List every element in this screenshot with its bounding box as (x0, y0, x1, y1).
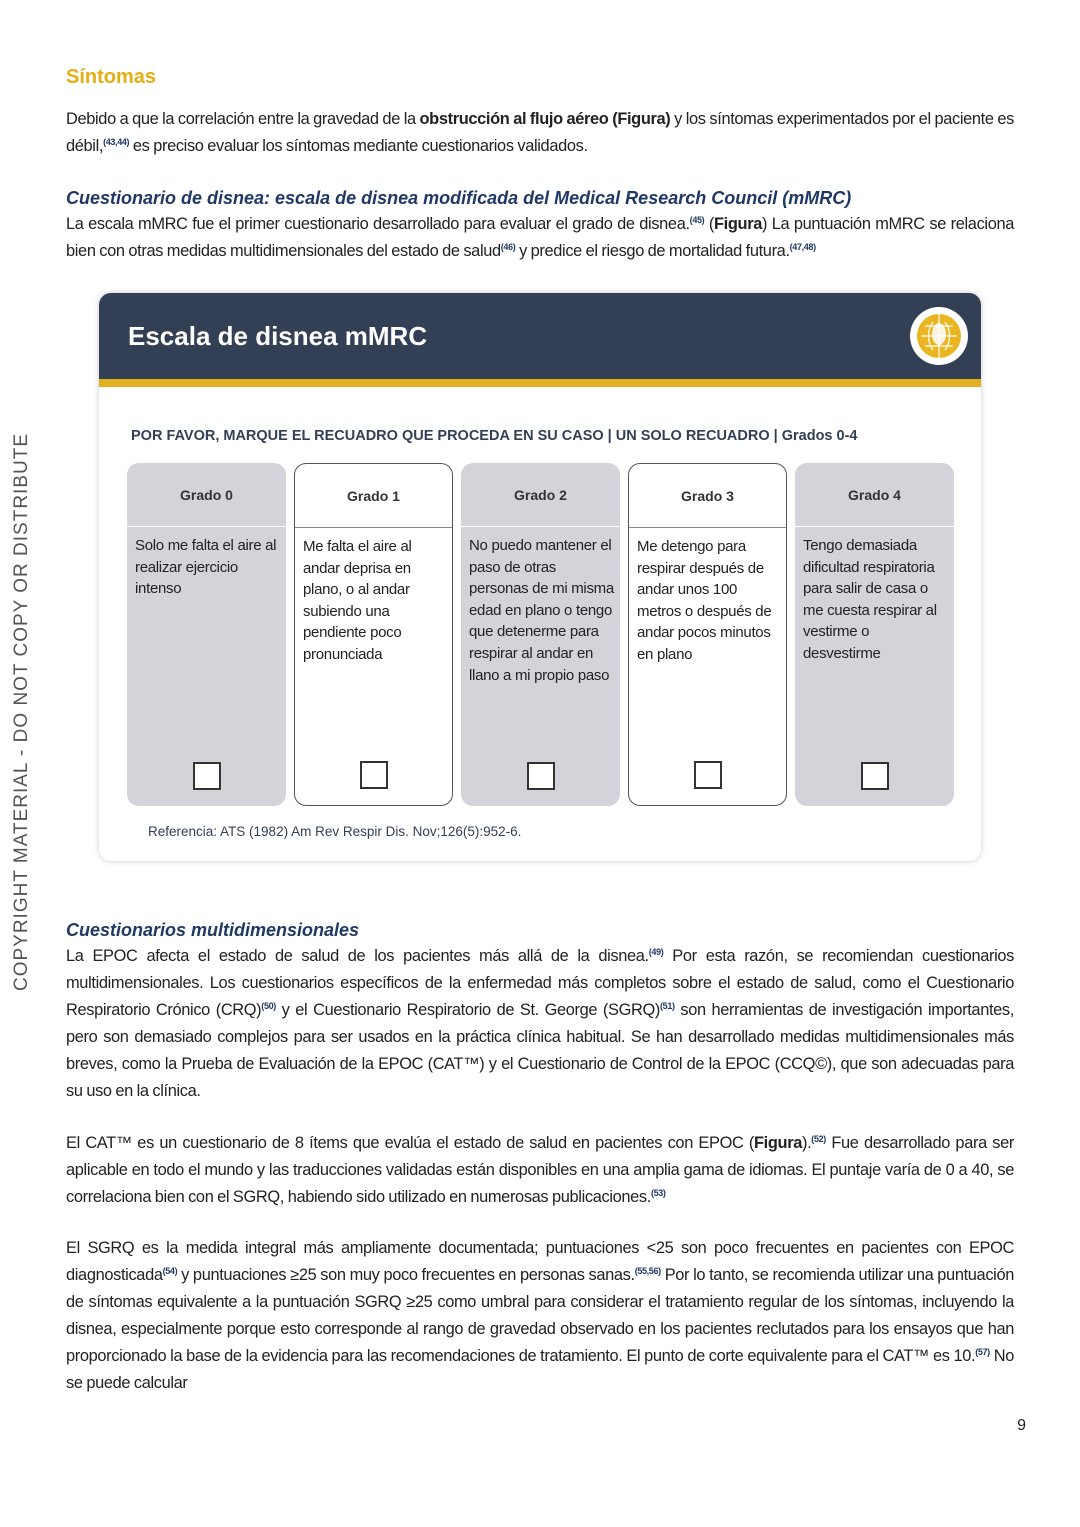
grade-description: Tengo demasiada dificultad respiratoria para salir de casa o me cuesta respirar al vestirme o desvestirme (803, 537, 937, 662)
citation: (43,44) (103, 137, 130, 147)
paragraph-intro (66, 106, 1014, 160)
grade-label: Grado 0 (127, 463, 286, 527)
bold-text: obstrucción al flujo aéreo (Figura) (419, 110, 671, 128)
citation: (46) (500, 242, 516, 252)
grade-description: Me detengo para respirar después de andar unos 100 metros o después de andar pocos minutos en plano (637, 538, 772, 663)
citation: (47,48) (789, 242, 816, 252)
grade-options (127, 463, 981, 806)
figure-instruction: POR FAVOR, MARQUE EL RECUADRO QUE PROCEDA EN SU CASO | UN SOLO RECUADRO | Grados 0-4 (131, 428, 858, 444)
grade-1-option[interactable] (294, 463, 453, 806)
citation: (53) (650, 1188, 666, 1198)
grade-3-option[interactable] (628, 463, 787, 806)
text-run: No se puede calcular (66, 1347, 1014, 1392)
mmrc-figure (99, 293, 981, 861)
text-run: y el Cuestionario Respiratorio de St. George (SGRQ) (275, 1001, 661, 1019)
copyright-watermark: COPYRIGHT MATERIAL - DO NOT COPY OR DISTRIBUTE (11, 433, 32, 992)
figure-title: Escala de disnea mMRC (128, 321, 428, 351)
grade-4-option[interactable] (795, 463, 954, 806)
section-title: Síntomas (66, 66, 157, 88)
grade-3-checkbox[interactable] (694, 761, 722, 789)
citation: (57) (975, 1347, 990, 1357)
text-run: y predice el riesgo de mortalidad futura. (515, 242, 790, 260)
citation: (51) (660, 1001, 675, 1011)
text-run: La EPOC afecta el estado de salud de los pacientes más allá de la disnea. (66, 947, 649, 965)
text-run: Por lo tanto, se recomienda utilizar una puntuación de síntomas equivalente a la puntuación SGRQ ≥25 como umbral para considerar el tratamiento regular de los síntomas, incluyendo la disnea, especialmente porque esto corresponde al rango de gravedad observado en los pacientes reclutados para los ensayos que han proporcionado la base de la evidencia para las recomendaciones de tratamiento. El punto de corte equivalente para el CAT™ es 10. (66, 1266, 1014, 1365)
grade-description: Me falta el aire al andar deprisa en plano, o al andar subiendo una pendiente poco pronunciada (303, 538, 412, 663)
grade-description: No puedo mantener el paso de otras personas de mi misma edad en plano o tengo que detenerme para respirar al andar en llano a mi propio paso (469, 537, 614, 684)
text-run: y los síntomas experimentados por el paciente es débil, (66, 110, 1015, 155)
grade-description: Solo me falta el aire al realizar ejercicio intenso (135, 537, 277, 598)
text-run: ) La puntuación mMRC se relaciona bien con otras medidas multidimensionales del estado de salud (66, 215, 1015, 260)
text-run: Por esta razón, se recomiendan cuestionarios multidimensionales. Los cuestionarios específicos de la enfermedad más completos sobre el estado de salud, como el Cuestionario Respiratorio Crónico (CRQ) (66, 947, 1014, 1019)
figure-accent-bar (99, 379, 981, 387)
text-run: El SGRQ es la medida integral más ampliamente documentada; puntuaciones <25 son poco frecuentes en pacientes con EPOC diagnosticada (66, 1239, 1014, 1284)
text-run: y puntuaciones ≥25 son muy poco frecuentes en personas sanas. (177, 1266, 635, 1284)
text-run: Fue desarrollado para ser aplicable en todo el mundo y las traducciones validadas están disponibles en una amplia gama de idiomas. El puntaje varía de 0 a 40, se correlaciona bien con el SGRQ, habiendo sido utilizado en numerosas publicaciones. (66, 1134, 1014, 1206)
citation: (52) (811, 1134, 826, 1144)
citation: (49) (648, 947, 664, 957)
bold-text: Figura (754, 1134, 802, 1152)
text-run: ). (801, 1134, 812, 1152)
grade-4-checkbox[interactable] (861, 762, 889, 790)
citation: (50) (261, 1001, 276, 1011)
figure-reference: Referencia: ATS (1982) Am Rev Respir Dis. Nov;126(5):952-6. (148, 824, 522, 839)
paragraph-cat (66, 1130, 1014, 1211)
grade-1-checkbox[interactable] (360, 761, 388, 789)
grade-label: Grado 3 (629, 464, 786, 528)
subheading-mmrc: Cuestionario de disnea: escala de disnea modificada del Medical Research Council (mMRC) (66, 188, 852, 208)
page-number: 9 (1017, 1417, 1026, 1434)
text-run: ( (704, 215, 715, 233)
grade-label: Grado 1 (295, 464, 452, 528)
text-run: son herramientas de investigación importantes, pero son demasiado complejos para ser usados en la práctica clínica habitual. Se han desarrollado medidas multidimensionales más breves, como la Prueba de Evaluación de la EPOC (CAT™) y el Cuestionario de Control de la EPOC (CCQ©), que son adecuadas para su uso en la clínica. (66, 1001, 1014, 1100)
text-run: La escala mMRC fue el primer cuestionario desarrollado para evaluar el grado de disnea. (66, 215, 690, 233)
subheading-multidimensional: Cuestionarios multidimensionales (66, 920, 360, 940)
paragraph-multidimensional (66, 943, 1014, 1105)
gold-logo-icon (909, 306, 969, 366)
grade-label: Grado 4 (795, 463, 954, 527)
grade-2-checkbox[interactable] (527, 762, 555, 790)
citation: (45) (689, 215, 705, 225)
grade-2-option[interactable] (461, 463, 620, 806)
citation: (54) (162, 1266, 178, 1276)
grade-0-option[interactable] (127, 463, 286, 806)
bold-text: Figura (714, 215, 762, 233)
grade-label: Grado 2 (461, 463, 620, 527)
text-run: Debido a que la correlación entre la gravedad de la (66, 110, 420, 128)
paragraph-mmrc (66, 211, 1014, 265)
text-run: El CAT™ es un cuestionario de 8 ítems que evalúa el estado de salud en pacientes con EPOC ( (66, 1134, 754, 1152)
citation: (55,56) (634, 1266, 661, 1276)
grade-0-checkbox[interactable] (193, 762, 221, 790)
paragraph-sgrq (66, 1235, 1014, 1397)
text-run: es preciso evaluar los síntomas mediante cuestionarios validados. (129, 137, 588, 155)
figure-header (99, 293, 981, 379)
